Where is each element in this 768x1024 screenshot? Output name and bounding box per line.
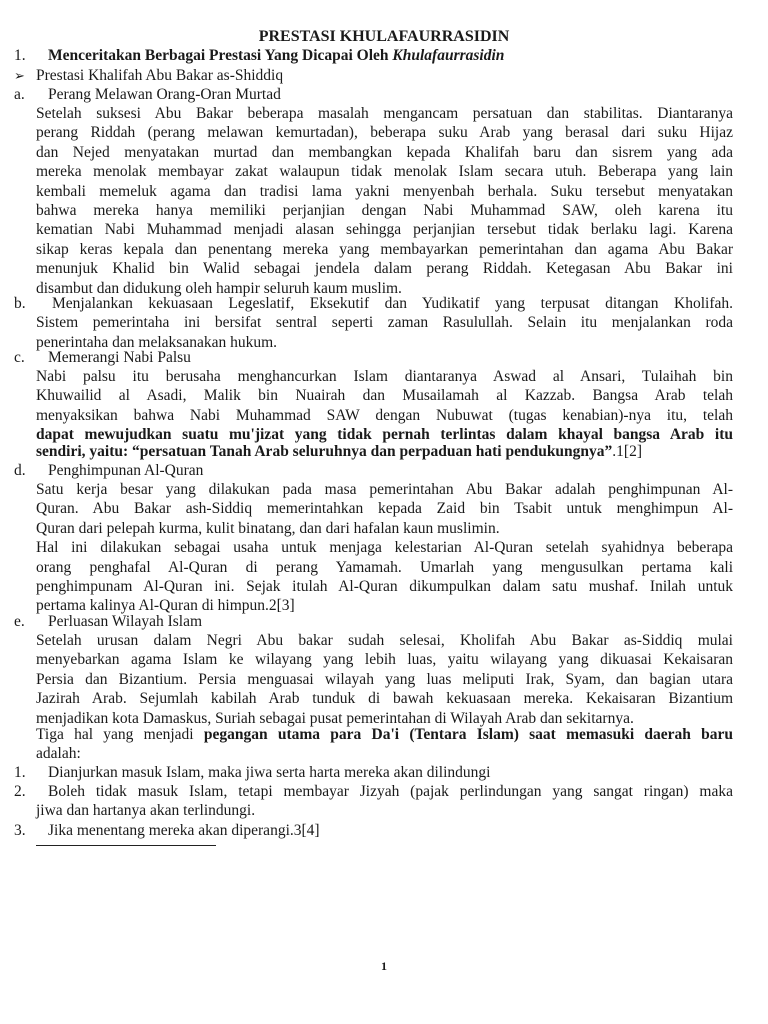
list-item: jiwa dan hartanya akan terlindungi.: [36, 802, 256, 820]
paragraph-line: menyaksikan bahwa Nabi Muhammad SAW dengan Nubuwat (tugas kenabian)-nya itu, telah: [36, 406, 733, 424]
paragraph-line: pertama kalinya Al-Quran di himpun.2[3]: [36, 597, 295, 615]
paragraph-line: Satu kerja besar yang dilakukan pada masa pemerintahan Abu Bakar adalah penghimpunan Al-: [36, 481, 733, 498]
subheading: Prestasi Khalifah Abu Bakar as-Shiddiq: [36, 67, 284, 84]
section-c-title: Memerangi Nabi Palsu: [48, 349, 191, 366]
paragraph-line: perang Riddah (perang melawan kemurtadan), beberapa suku Arab yang berasal dari suku Hijaz: [36, 124, 733, 142]
paragraph-line: Khuwailid al Asadi, Malik bin Nuairah dan Musailamah al Kazzab. Bangsa Arab telah: [36, 387, 733, 405]
paragraph-line: mereka menolak membayar zakat walaupun tidak menolak Islam secara utuh. Beberapa yang lain: [36, 163, 733, 181]
section-d-title: Penghimpunan Al-Quran: [48, 462, 204, 479]
paragraph-line: kembali memeluk agama dan tradisi lama yakni menyenbah berhala. Suku tersebut menyatakan: [36, 182, 733, 200]
paragraph-line: penerintaha dan melaksanakan hukum.: [36, 333, 278, 351]
paragraph-line: menjadikan kota Damaskus, Suriah sebagai pusat pemerintahan di Wilayah Arab dan sekitarnya.: [36, 709, 634, 727]
paragraph-line: Hal ini dilakukan sebagai usaha untuk menjaga kelestarian Al-Quran setelah syahidnya beberapa: [36, 539, 733, 557]
tiga-intro: Tiga hal yang menjadi: [36, 726, 204, 743]
paragraph-line: Menjalankan kekuasaan Legeslatif, Eksekutif dan Yudikatif yang terpusat ditangan Kholifah.: [52, 295, 733, 312]
heading-text: Menceritakan Berbagai Prestasi Yang Dicapai Oleh: [48, 47, 393, 64]
section-e-title: Perluasan Wilayah Islam: [48, 613, 203, 630]
paragraph-line: dapat mewujudkan suatu mu'jizat yang tidak pernah terlintas dalam khayal bangsa Arab itu: [36, 426, 733, 444]
paragraph-line: menunjuk Khalid bin Walid sebagai jendela dalam perang Riddah. Ketegasan Abu Bakar ini: [36, 260, 733, 278]
list-item: Jika menentang mereka akan diperangi.3[4]: [48, 822, 320, 839]
section-d-marker: d.: [14, 462, 26, 479]
paragraph-line: penghimpunam Al-Quran ini. Sejak itulah Al-Quran dikumpulkan dalam satu mushaf. Inilah untuk: [36, 578, 733, 595]
paragraph-line: menyebarkan agama Islam ke wilayang yang lebih luas, yaitu wilayang yang dikuasai Kekaisaran: [36, 651, 733, 669]
list-number: 1.: [14, 764, 26, 781]
paragraph-line: Persia dan Bizantium. Persia menguasai wilayah yang luas meliputi Irak, Syam, dan bagian utara: [36, 670, 733, 688]
list-number: 2.: [14, 783, 26, 800]
arrow-bullet-icon: ➢: [14, 69, 25, 84]
quote-footnote: .1[2]: [612, 443, 642, 460]
heading-italic: Khulafaurrasidin: [392, 47, 505, 64]
paragraph-line: kematian Nabi Muhammad menjadi alasan sehingga perjanjian tersebut tidak berlaku lagi. Karena: [36, 221, 733, 239]
tiga-bold: pegangan utama para Da'i (Tentara Islam) saat memasuki daerah baru: [203, 726, 733, 743]
section-a-title: Perang Melawan Orang-Oran Murtad: [48, 86, 281, 103]
paragraph-line: Nabi palsu itu berusaha menghancurkan Islam diantaranya Aswad al Ansari, Tulaihah bin: [36, 368, 733, 385]
section-e-tiga-line: [36, 725, 733, 745]
section-c-quote-line: [36, 442, 642, 462]
paragraph-line: Jazirah Arab. Sejumlah kabilah Arab tunduk di bawah kekuasaan mereka. Kekaisaran Bizantium: [36, 690, 733, 708]
paragraph-line: Sistem pemerintaha ini bersifat sentral seperti zaman Rasulullah. Selain itu menjalankan roda: [36, 314, 733, 332]
section-e-tiga-end: adalah:: [36, 745, 81, 762]
section-e-marker: e.: [14, 613, 25, 630]
paragraph-line: orang penghafal Al-Quran di perang Yamamah. Umarlah yang mengusulkan pertama kali: [36, 558, 733, 576]
section-c-marker: c.: [14, 349, 25, 366]
section-heading: [48, 46, 504, 66]
paragraph-line: disambut dan didukung oleh hampir seluruh kaum muslim.: [36, 279, 402, 297]
section-b-marker: b.: [14, 295, 26, 312]
list-number: 3.: [14, 822, 26, 839]
list-item: Dianjurkan masuk Islam, maka jiwa serta harta mereka akan dilindungi: [48, 764, 491, 781]
paragraph-line: dan Nejed menyatakan murtad dan membangkan kepada Khalifah baru dan sisrem yang ada: [36, 143, 733, 161]
paragraph-line: bahwa mereka hanya memiliki perjanjian dengan Nabi Muhammad SAW, oleh karena itu: [36, 202, 733, 219]
paragraph-line: Quran dari pelepah kurma, kulit binatang, dan dari hafalan kaun muslimin.: [36, 519, 500, 537]
section-a-marker: a.: [14, 86, 25, 103]
paragraph-line: Quran. Abu Bakar ash-Siddiq memerintahkan kepada Zaid bin Tsabit untuk menghimpun Al-: [36, 500, 733, 518]
page-number: 1: [381, 959, 387, 973]
quote-bold: “persatuan Tanah Arab seluruhnya dan perpaduan hati pendukungnya”: [132, 443, 613, 460]
heading-number: 1.: [14, 47, 26, 64]
list-item: Boleh tidak masuk Islam, tetapi membayar Jizyah (pajak perlindungan yang sangat ringan) maka: [48, 783, 733, 800]
footnote-divider: [36, 845, 216, 846]
paragraph-line: sikap keras kepala dan penentang mereka yang membayarkan pemerintahan dan agama Abu Bakar: [36, 240, 733, 258]
paragraph-line: Setelah suksesi Abu Bakar beberapa masalah mengancam persatuan dan stabilitas. Diantaranya: [36, 105, 733, 122]
document-title: PRESTASI KHULAFAURRASIDIN: [258, 28, 510, 45]
paragraph-line: Setelah urusan dalam Negri Abu bakar sudah selesai, Kholifah Abu Bakar as-Siddiq mulai: [36, 632, 733, 649]
quote-intro: sendiri, yaitu:: [36, 443, 133, 460]
